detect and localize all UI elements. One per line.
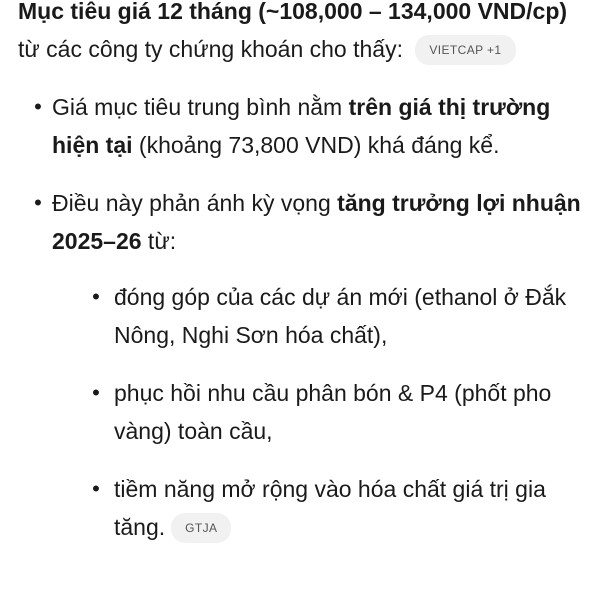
source-chip-vietcap[interactable]: VIETCAP +1 (415, 35, 515, 65)
bullet-item-growth-expectation (18, 184, 590, 546)
source-chip-gtja[interactable]: GTJA (171, 513, 231, 543)
sub-bullet-item (76, 374, 590, 450)
bullet-bold-text: tăng trưởng lợi nhuận 2025–26 (52, 190, 581, 254)
bullet-item-target-price (18, 88, 590, 164)
sub-bullet-text: tiềm năng mở rộng vào hóa chất giá trị gia tăng. (114, 476, 546, 540)
sub-bullet-text-container (114, 470, 590, 546)
bullet-dot: • (92, 380, 100, 405)
sub-bullet-list (52, 278, 590, 546)
bullet-list (18, 88, 590, 546)
bullet-text-part: Điều này phản ánh kỳ vọng (52, 190, 338, 216)
bullet-bold-text: trên giá thị trường hiện tại (52, 94, 551, 158)
intro-bold-text: Mục tiêu giá 12 tháng (~108,000 – 134,000 VND/cp) (18, 0, 568, 24)
bullet-text (52, 184, 590, 260)
bullet-dot: • (34, 190, 42, 215)
sub-bullet-text: đóng góp của các dự án mới (ethanol ở Đắk Nông, Nghi Sơn hóa chất), (114, 284, 567, 348)
bullet-text-part: (khoảng 73,800 VND) khá đáng kể. (132, 132, 500, 158)
sub-bullet-item (76, 278, 590, 354)
bullet-dot: • (92, 284, 100, 309)
sub-bullet-text: phục hồi nhu cầu phân bón & P4 (phốt pho vàng) toàn cầu, (114, 380, 552, 444)
bullet-dot: • (92, 476, 100, 501)
bullet-dot: • (34, 94, 42, 119)
bullet-text-part: Giá mục tiêu trung bình nằm (52, 94, 349, 120)
bullet-text (52, 88, 590, 164)
sub-bullet-item (76, 470, 590, 546)
bullet-text-part: từ: (141, 228, 177, 254)
intro-text: từ các công ty chứng khoán cho thấy: (18, 36, 403, 62)
intro-paragraph (18, 0, 590, 68)
